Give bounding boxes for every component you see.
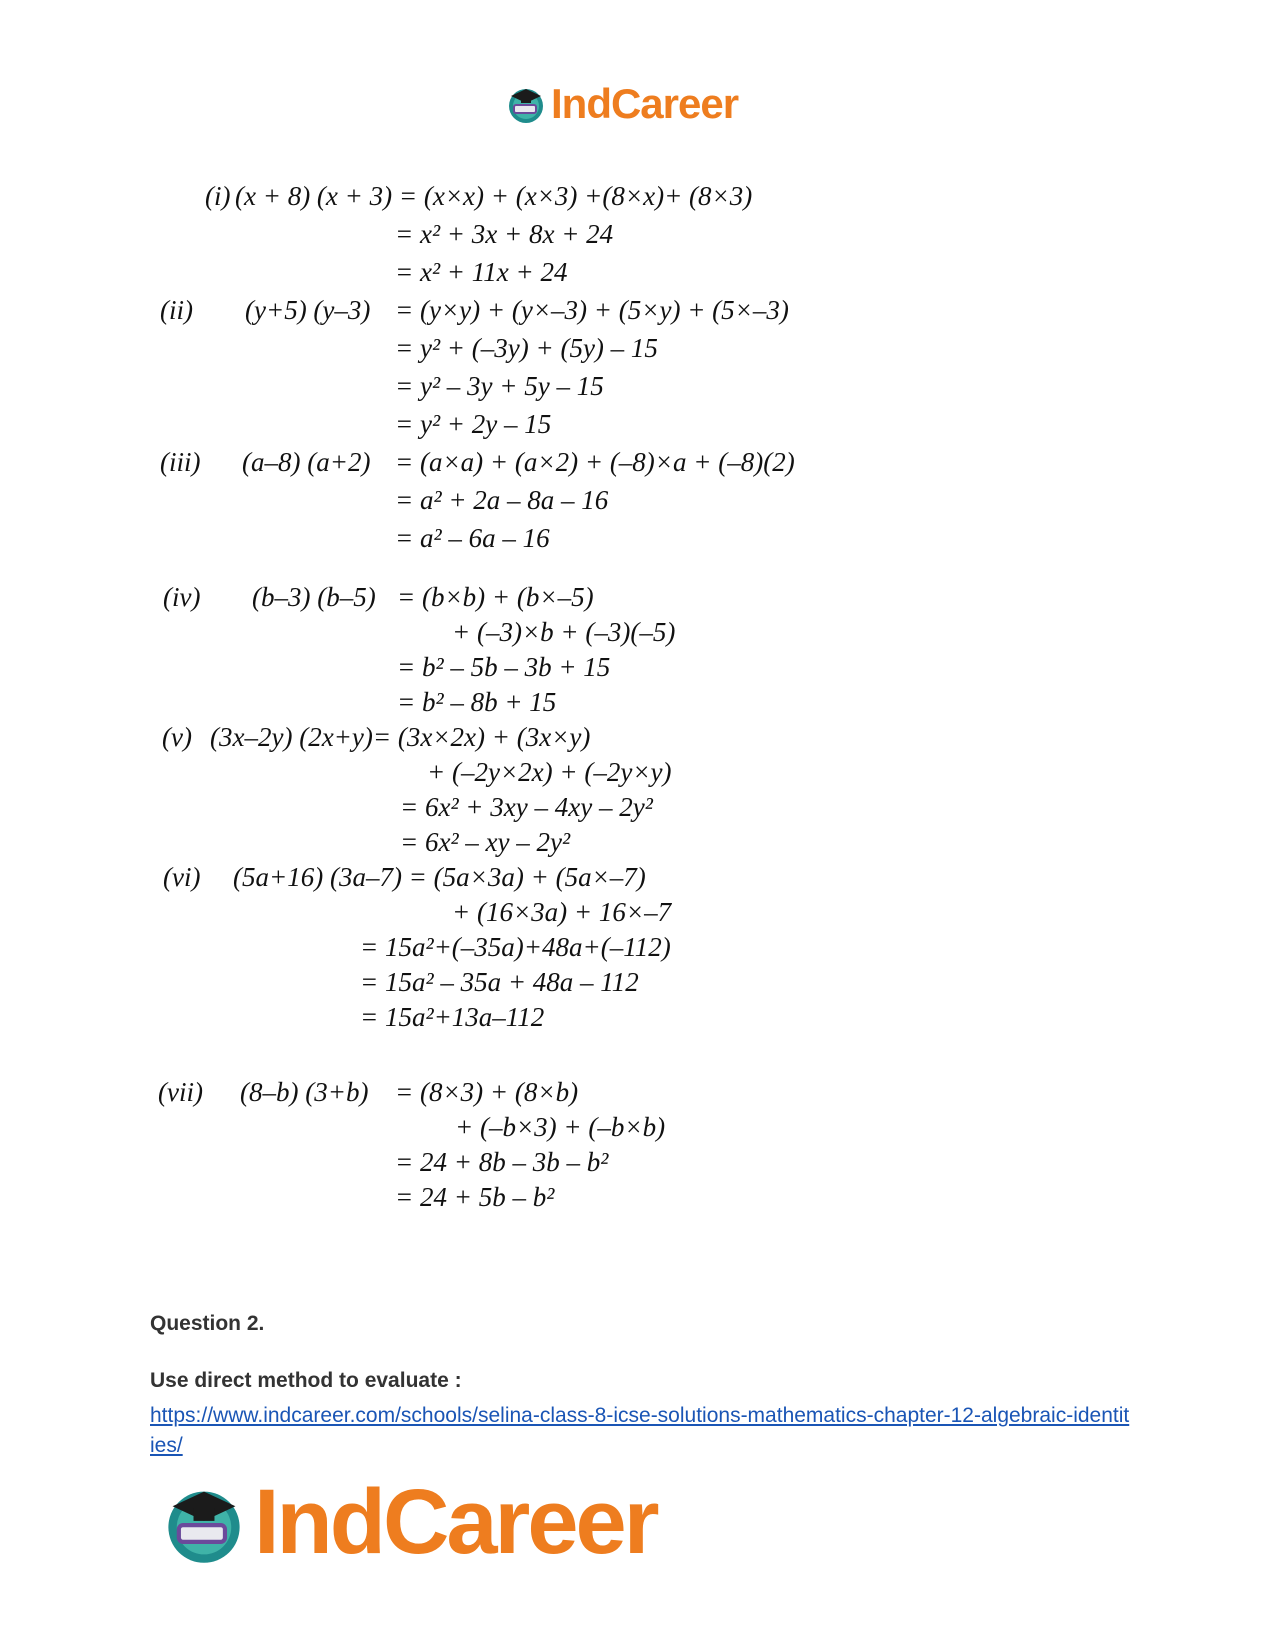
step-vi-2: = 15a² – 35a + 48a – 112 (360, 967, 639, 997)
question-text: Use direct method to evaluate : (150, 1369, 462, 1392)
continuation-v: + (–2y×2x) + (–2y×y) (427, 757, 672, 787)
rhs-ii: = (y×y) + (y×–3) + (5×y) + (5×–3) (395, 295, 789, 325)
step-iii-1: = a² + 2a – 8a – 16 (395, 485, 609, 515)
step-vi-1: = 15a²+(–35a)+48a+(–112) (360, 932, 671, 962)
step-v-2: = 6x² – xy – 2y² (400, 827, 571, 857)
part-label-i: (i) (205, 181, 231, 211)
step-v-1: = 6x² + 3xy – 4xy – 2y² (400, 792, 653, 822)
expression-v: (3x–2y) (2x+y)= (3x×2x) + (3x×y) (210, 722, 591, 752)
expression-i: (x + 8) (x + 3) = (x×x) + (x×3) +(8×x)+ (8×3) (235, 181, 753, 211)
step-iv-1: = b² – 5b – 3b + 15 (397, 652, 611, 682)
part-label-ii: (ii) (160, 295, 193, 325)
continuation-vii: + (–b×3) + (–b×b) (455, 1112, 666, 1142)
continuation-vi: + (16×3a) + 16×–7 (452, 897, 672, 927)
rhs-iii: = (a×a) + (a×2) + (–8)×a + (–8)(2) (395, 447, 795, 477)
step-vii-2: = 24 + 5b – b² (395, 1182, 555, 1212)
expression-vii: (8–b) (3+b) (240, 1077, 369, 1107)
part-label-iii: (iii) (160, 447, 201, 477)
rhs-iv: = (b×b) + (b×–5) (397, 582, 594, 612)
step-ii-3: = y² + 2y – 15 (395, 409, 552, 439)
footer-logo (160, 1470, 657, 1575)
part-label-iv: (iv) (163, 582, 201, 612)
continuation-iv: + (–3)×b + (–3)(–5) (452, 617, 676, 647)
step-vii-1: = 24 + 8b – 3b – b² (395, 1147, 609, 1177)
expression-ii: (y+5) (y–3) (245, 295, 371, 325)
rhs-vii: = (8×3) + (8×b) (395, 1077, 579, 1107)
expression-vi: (5a+16) (3a–7) = (5a×3a) + (5a×–7) (233, 862, 646, 892)
step-i-1: = x² + 3x + 8x + 24 (395, 219, 614, 249)
question-title: Question 2. (150, 1312, 265, 1335)
part-label-vi: (vi) (163, 862, 201, 892)
graduation-cap-globe-icon (160, 1479, 248, 1567)
part-label-v: (v) (162, 722, 192, 752)
expression-iv: (b–3) (b–5) (252, 582, 376, 612)
step-i-2: = x² + 11x + 24 (395, 257, 568, 287)
logo-text: IndCareer (254, 1471, 657, 1573)
step-ii-2: = y² – 3y + 5y – 15 (395, 371, 604, 401)
part-label-vii: (vii) (158, 1077, 203, 1107)
step-vi-3: = 15a²+13a–112 (360, 1002, 545, 1032)
step-ii-1: = y² + (–3y) + (5y) – 15 (395, 333, 658, 363)
logo-text: IndCareer (551, 80, 739, 127)
step-iii-2: = a² – 6a – 16 (395, 523, 550, 553)
expression-iii: (a–8) (a+2) (242, 447, 371, 477)
step-iv-2: = b² – 8b + 15 (397, 687, 557, 717)
source-link[interactable]: https://www.indcareer.com/schools/selina-class-8-icse-solutions-mathematics-chapter-12-algebraic-identities/ (150, 1404, 1130, 1457)
